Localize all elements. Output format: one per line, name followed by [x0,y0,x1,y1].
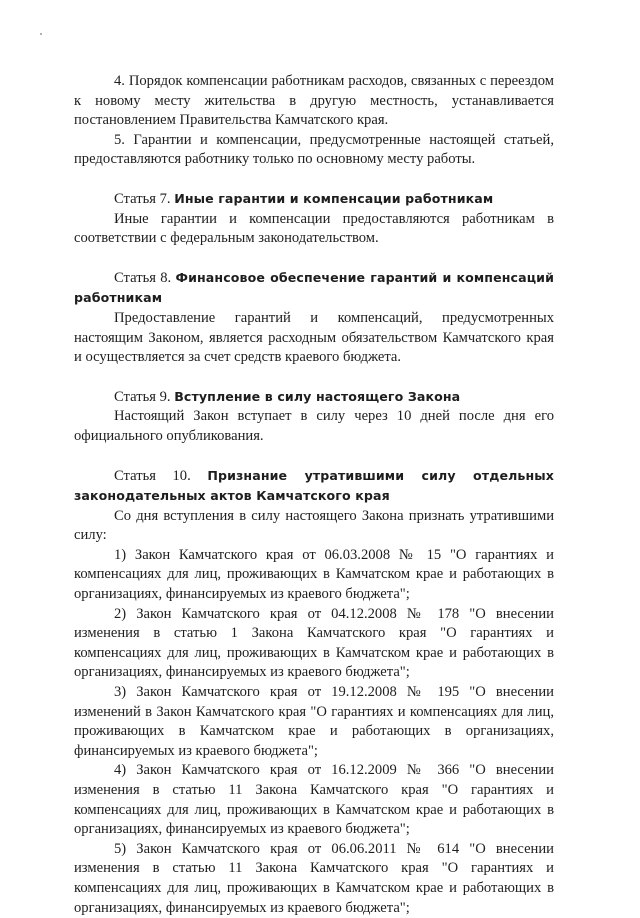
list-item: 3) Закон Камчатского края от 19.12.2008 № 195 "О внесении изменений в Закон Камчатского края "О гарантиях и компенсациях для лиц, проживающих в Камчатском крае и работающих в организациях, финансируемых из краевого бюджета"; [74,684,554,759]
list-item: 1) Закон Камчатского края от 06.03.2008 № 15 "О гарантиях и компенсациях для лиц, проживающих в Камчатском крае и работающих в организациях, финансируемых из краевого бюджета"; [74,546,554,603]
scan-speck [40,33,42,35]
article-10-title: Признание утратившими силу отдельных законодательных актов Камчатского края [74,467,555,504]
list-item: 5) Закон Камчатского края от 06.06.2011 № 614 "О внесении изменения в статью 11 Закона Камчатского края "О гарантиях и компенсациях для лиц, проживающих в Камчатском крае и работающих в организациях, финансируемых из краевого бюджета"; [74,840,554,916]
document-body [74,72,554,918]
article-7-number: Статья 7. [114,190,175,207]
paragraph-4: 4. Порядок компенсации работникам расходов, связанных с переездом к новому месту жительства в другую местность, устанавливается постановлением Правительства Камчатского края. [74,73,554,129]
article-8-heading [74,268,554,309]
article-8-text: Предоставление гарантий и компенсаций, предусмотренных настоящим Законом, является расходным обязательством Камчатского края и осуществляется за счет средств краевого бюджета. [74,309,554,366]
article-10-number: Статья 10. [114,467,208,484]
article-7-text: Иные гарантии и компенсации предоставляются работникам в соответствии с федеральным законодательством. [74,210,554,247]
list-item: 2) Закон Камчатского края от 04.12.2008 № 178 "О внесении изменения в статью 1 Закона Камчатского края "О гарантиях и компенсациях для лиц, проживающих в Камчатском крае и работающих в организациях, финансируемых из краевого бюджета"; [74,605,554,681]
article-8-number: Статья 8. [114,269,176,286]
article-8-title: Финансовое обеспечение гарантий и компенсаций работникам [74,269,554,306]
article-9-text: Настоящий Закон вступает в силу через 10 дней после дня его официального опубликования. [74,408,554,444]
list-item: 4) Закон Камчатского края от 16.12.2009 № 366 "О внесении изменения в статью 11 Закона Камчатского края "О гарантиях и компенсациях для лиц, проживающих в Камчатском крае и работающих в организациях, финансируемых из краевого бюджета"; [74,762,554,838]
article-7-heading [74,189,554,210]
article-10-text: Со дня вступления в силу настоящего Закона признать утратившими силу: [74,507,554,544]
article-10-heading [74,466,554,507]
article-9-heading [74,387,554,408]
paragraph-5: 5. Гарантии и компенсации, предусмотренные настоящей статьей, предоставляются работнику только по основному месту работы. [74,131,554,168]
article-9-number: Статья 9. [114,388,175,405]
article-9-title: Вступление в силу настоящего Закона [174,388,461,404]
article-7-title: Иные гарантии и компенсации работникам [174,190,494,206]
